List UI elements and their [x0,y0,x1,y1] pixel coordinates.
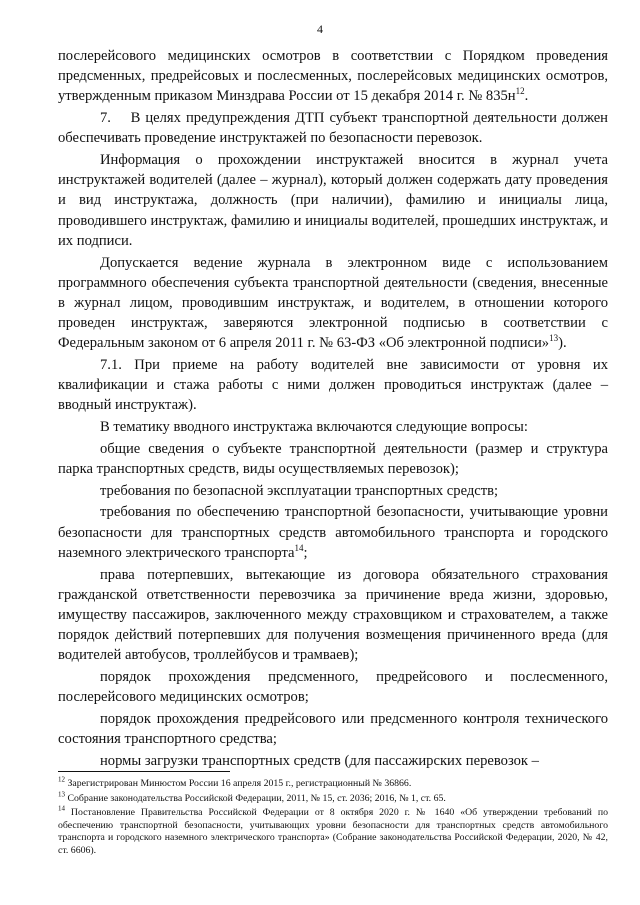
paragraph [58,355,608,416]
footnote-number: 12 [58,775,65,784]
paragraph-text: общие сведения о субъекте транспортной деятельности (размер и структура парка транспортных средств, виды осуществляемых перевозок); [58,440,608,478]
paragraph-text: нормы загрузки транспортных средств (для пассажирских перевозок – [100,752,539,769]
list-item [58,565,608,666]
footnote [58,804,608,857]
footnote [58,790,608,806]
paragraph-text: права потерпевших, вытекающие из договора обязательного страхования гражданской ответственности перевозчика за причинение вреда жизни, здоровью, имуществу пассажиров, заключенного между страховщиком и страхователем, а также порядок действий потерпевших для получения возмещения причиненного вреда (для водителей автобусов, троллейбусов и трамваев); [58,566,608,664]
paragraph-text: требования по безопасной эксплуатации транспортных средств; [100,482,499,499]
paragraph [58,150,608,251]
list-item [58,667,608,707]
paragraph-text: порядок прохождения предсменного, предрейсового и послесменного, послерейсового медицинских осмотров; [58,669,608,706]
list-item [58,709,608,749]
footnote-ref: 12 [515,86,525,97]
paragraph-text: Допускается ведение журнала в электронном виде с использованием программного обеспечения субъекта транспортной деятельности (сведения, внесенные в журнал лицом, проводившим инструктаж, и водителем, в отношении которого проведен инструктаж, заверяются электронной подписью в соответствии с Федеральным законом от 6 апреля 2011 г. № 63-ФЗ «Об электронной подписи» [58,254,608,352]
footnote-ref: 14 [294,543,304,554]
paragraph-tail: ). [558,335,567,352]
paragraph [58,46,608,107]
footnote-number: 14 [58,804,65,813]
paragraph-text: 7.1. При приеме на работу водителей вне зависимости от уровня их квалификации и стажа работы с ними должен проводиться инструктаж (далее – вводный инструктаж). [58,357,608,414]
footnote-number: 13 [58,790,65,799]
footnote-text: Собрание законодательства Российской Федерации, 2011, № 15, ст. 2036; 2016, № 1, ст. 65. [65,792,446,804]
paragraph-text: послерейсового медицинских осмотров в соответствии с Порядком проведения предсменных, предрейсовых и послесменных, послерейсовых медицинских осмотров, утвержденным приказом Минздрава России от 15 декабря 2014 г. № 835н [58,48,608,105]
paragraph-text: порядок прохождения предрейсового или предсменного контроля технического состояния транспортного средства; [58,711,608,748]
paragraph [58,253,608,354]
list-item [58,439,608,479]
paragraph [58,108,608,148]
footnote [58,775,608,791]
list-item [58,751,608,771]
footnote-text: Зарегистрирован Минюстом России 16 апреля 2015 г., регистрационный № 36866. [65,778,412,789]
footnote-separator [58,771,230,772]
footnotes [58,775,608,860]
page-number: 4 [317,22,323,36]
document-body [58,46,608,773]
paragraph-tail: . [524,88,529,105]
paragraph-tail: ; [303,544,308,561]
paragraph-text: 7. В целях предупреждения ДТП субъект транспортной деятельности должен обеспечивать проведение инструктажей по безопасности перевозок. [58,110,608,147]
paragraph-text: В тематику вводного инструктажа включаются следующие вопросы: [100,419,528,436]
paragraph [58,417,608,437]
paragraph-text: Информация о прохождении инструктажей вносится в журнал учета инструктажей водителей (далее – журнал), который должен содержать дату проведения и вид инструктажа, должность (при наличии), фамилию и инициалы лица, проводившего инструктаж, фамилию и инициалы водителей, прошедших инструктаж, и их подписи. [58,152,608,249]
footnote-text: Постановление Правительства Российской Федерации от 8 октября 2020 г. № 1640 «Об утверждении требований по обеспечению транспортной безопасности, учитывающих уровни безопасности для транспортных средств автомобильного транспорта и городского наземного электрического транспорта» (Собрание законодательства Российской Федерации, 2020, № 42, ст. 6606). [58,807,608,856]
footnote-ref: 13 [549,333,559,344]
list-item [58,502,608,563]
paragraph-text: требования по обеспечению транспортной безопасности, учитывающие уровни безопасности для транспортных средств автомобильного транспорта и городского наземного электрического транспорта [58,504,608,561]
list-item [58,481,608,501]
